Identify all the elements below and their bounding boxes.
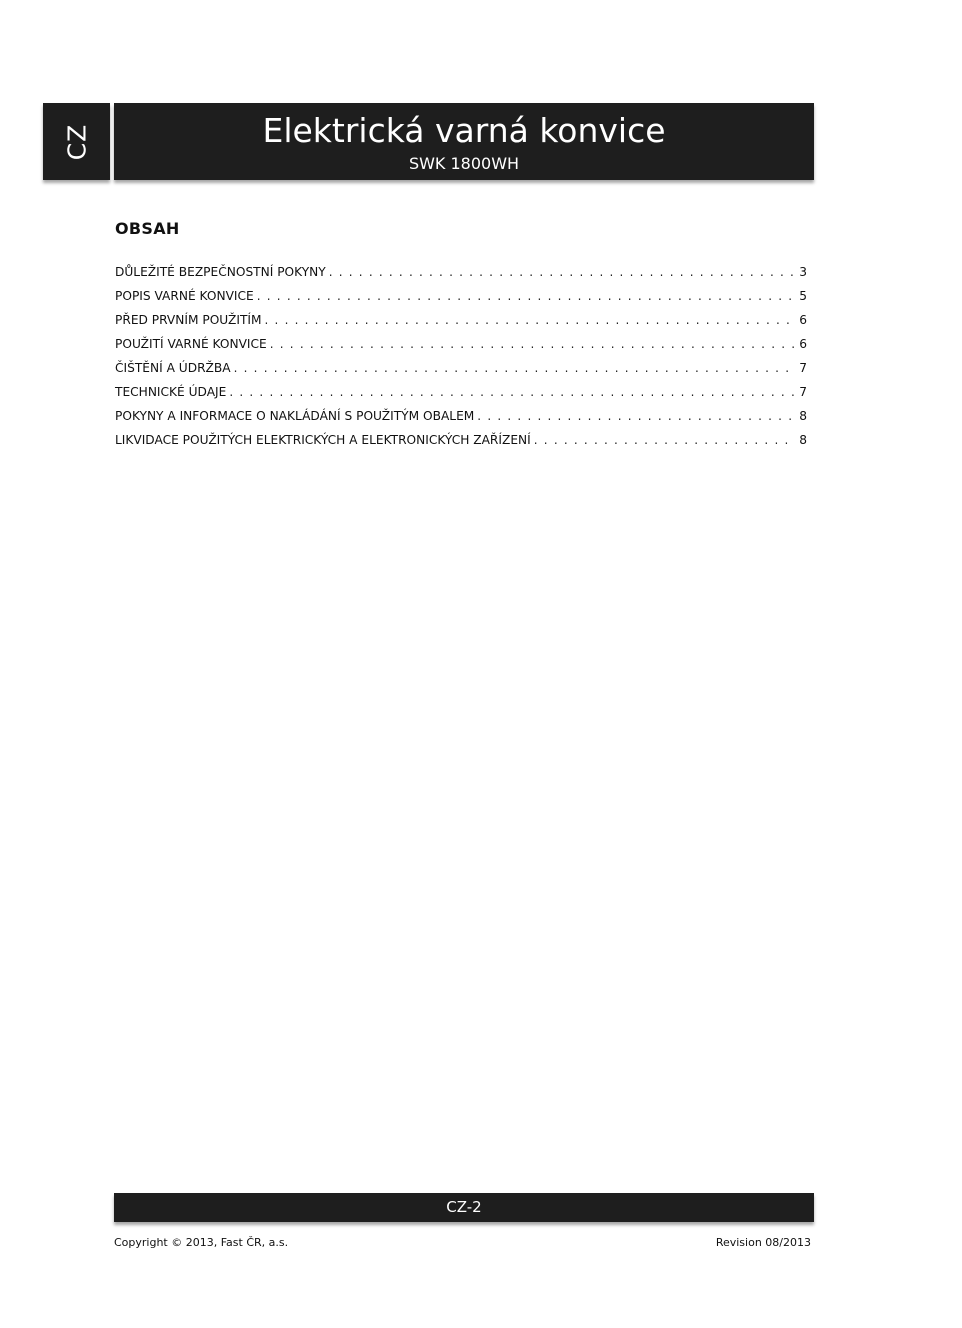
toc-entry-label: LIKVIDACE POUŽITÝCH ELEKTRICKÝCH A ELEKTRONICKÝCH ZAŘÍZENÍ: [115, 433, 531, 447]
toc-entry-kettle-use[interactable]: [115, 334, 807, 358]
dot-leader: [229, 382, 794, 402]
document-title: Elektrická varná konvice: [262, 111, 666, 150]
footer-page-bar: [114, 1193, 814, 1222]
toc-entry-label: POUŽITÍ VARNÉ KONVICE: [115, 337, 267, 351]
toc-entry-before-first-use[interactable]: [115, 310, 807, 334]
dot-leader: [257, 286, 795, 306]
toc-entry-page: 7: [799, 361, 807, 375]
toc-entry-packaging-disposal[interactable]: [115, 406, 807, 430]
dot-leader: [234, 358, 795, 378]
contents-heading: OBSAH: [115, 219, 180, 238]
dot-leader: [265, 310, 795, 330]
language-code: CZ: [62, 123, 91, 160]
toc-entry-weee-disposal[interactable]: [115, 430, 807, 454]
dot-leader: [477, 406, 794, 426]
toc-entry-label: TECHNICKÉ ÚDAJE: [115, 385, 227, 399]
toc-entry-page: 8: [799, 433, 807, 447]
table-of-contents: [115, 262, 807, 454]
header-bar: [114, 103, 814, 180]
page-number: CZ-2: [446, 1198, 482, 1216]
toc-entry-page: 3: [799, 265, 807, 279]
toc-entry-page: 6: [799, 337, 807, 351]
copyright-notice: Copyright © 2013, Fast ČR, a.s.: [114, 1236, 289, 1249]
toc-entry-technical-data[interactable]: [115, 382, 807, 406]
toc-entry-label: POKYNY A INFORMACE O NAKLÁDÁNÍ S POUŽITÝM OBALEM: [115, 409, 475, 423]
toc-entry-page: 8: [799, 409, 807, 423]
model-number: SWK 1800WH: [408, 154, 520, 173]
revision-label: Revision 08/2013: [715, 1236, 811, 1249]
dot-leader: [534, 430, 794, 450]
toc-entry-page: 5: [799, 289, 807, 303]
toc-entry-safety-instructions[interactable]: [115, 262, 807, 286]
dot-leader: [329, 262, 795, 282]
toc-entry-page: 6: [799, 313, 807, 327]
toc-entry-page: 7: [799, 385, 807, 399]
dot-leader: [270, 334, 794, 354]
toc-entry-kettle-description[interactable]: [115, 286, 807, 310]
toc-entry-cleaning-maintenance[interactable]: [115, 358, 807, 382]
language-tab: [43, 103, 110, 180]
toc-entry-label: ČIŠTĚNÍ A ÚDRŽBA: [115, 361, 231, 375]
toc-entry-label: PŘED PRVNÍM POUŽITÍM: [115, 313, 262, 327]
toc-entry-label: POPIS VARNÉ KONVICE: [115, 289, 254, 303]
toc-entry-label: DŮLEŽITÉ BEZPEČNOSTNÍ POKYNY: [115, 265, 326, 279]
